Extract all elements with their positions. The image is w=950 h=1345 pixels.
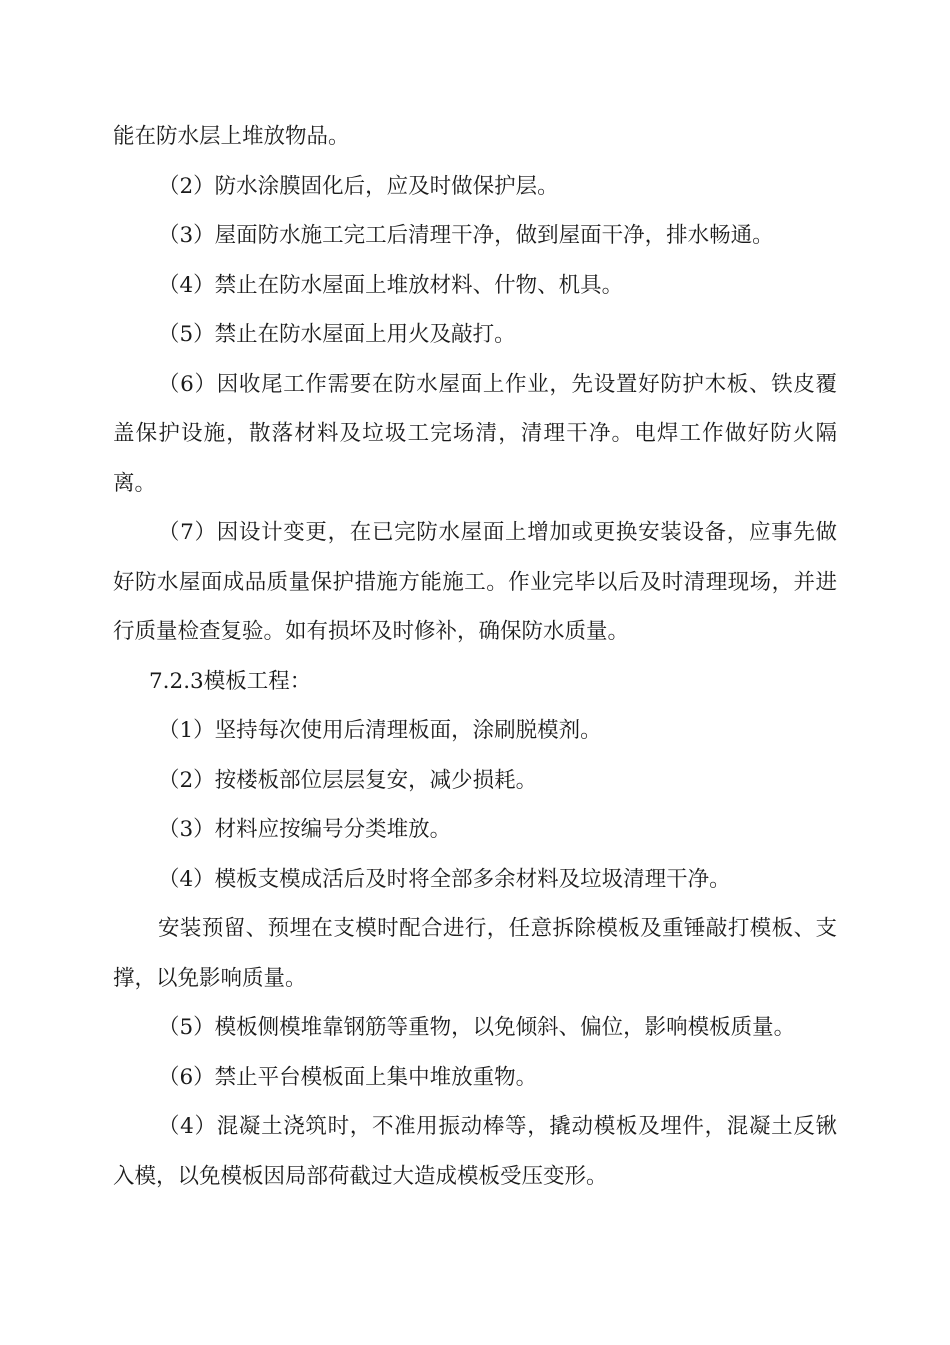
paragraph-item-4-no-storage: （4）禁止在防水屋面上堆放材料、什物、机具。 [158,272,624,298]
paragraph-item-2-coating: （2）防水涂膜固化后，应及时做保护层。 [158,173,559,199]
paragraph-formwork-6: （6）禁止平台模板面上集中堆放重物。 [158,1064,538,1090]
paragraph-item-7-design-change: （7）因设计变更，在已完防水屋面上增加或更换安装设备，应事先做好防水屋面成品质量保护措施方能施工。作业完毕以后及时清理现场，并进行质量检查复验。如有损坏及时修补，确保防水质量。 [113,520,837,644]
paragraph-formwork-2: （2）按楼板部位层层复安，减少损耗。 [158,767,538,793]
section-heading-formwork: 7.2.3模板工程： [149,668,312,694]
paragraph-item-6-finishing-work: （6）因收尾工作需要在防水屋面上作业，先设置好防护木板、铁皮覆盖保护设施，散落材料及垃圾工完场清，清理干净。电焊工作做好防火隔离。 [113,371,837,496]
paragraph-formwork-embedded: 安装预留、预埋在支模时配合进行，任意拆除模板及重锤敲打模板、支撑，以免影响质量。 [113,916,837,991]
paragraph-formwork-concrete: （4）混凝土浇筑时，不准用振动棒等，撬动模板及埋件，混凝土反锹入模，以免模板因局部荷截过大造成模板受压变形。 [113,1114,837,1189]
paragraph-formwork-5: （5）模板侧模堆靠钢筋等重物，以免倾斜、偏位，影响模板质量。 [158,1015,796,1040]
paragraph-item-3-cleanup: （3）屋面防水施工完工后清理干净，做到屋面干净，排水畅通。 [158,223,774,248]
document-body [113,112,837,1201]
paragraph-formwork-4: （4）模板支模成活后及时将全部多余材料及垃圾清理干净。 [158,866,731,892]
paragraph-formwork-1: （1）坚持每次使用后清理板面，涂刷脱模剂。 [158,718,602,743]
paragraph-formwork-3: （3）材料应按编号分类堆放。 [158,817,452,842]
paragraph-continuation: 能在防水层上堆放物品。 [113,124,350,149]
paragraph-item-5-no-fire: （5）禁止在防水屋面上用火及敲打。 [158,322,516,347]
